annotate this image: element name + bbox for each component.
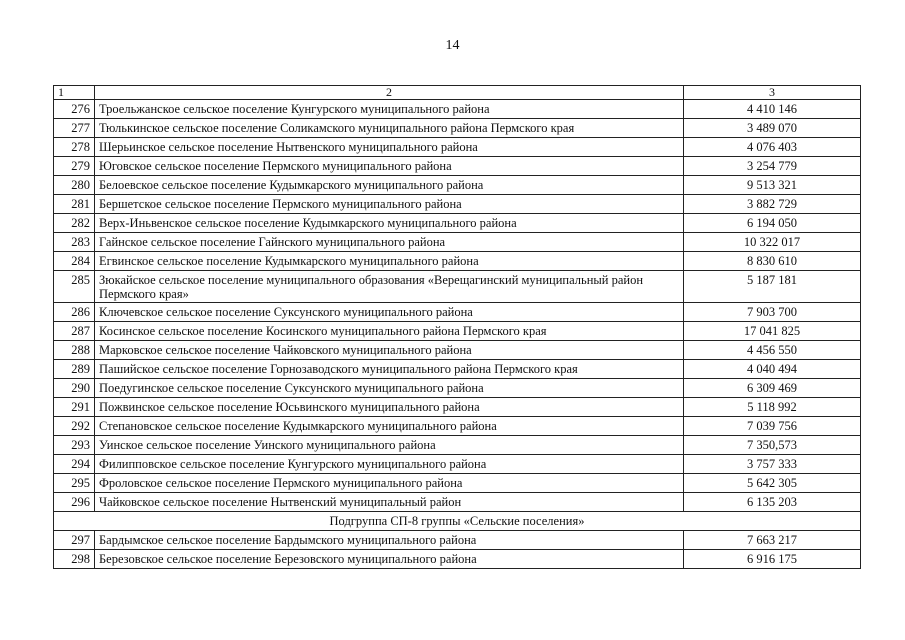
table-row <box>54 417 861 436</box>
row-amount: 3 489 070 <box>684 119 861 138</box>
table-row <box>54 176 861 195</box>
row-name: Бершетское сельское поселение Пермского муниципального района <box>95 195 684 214</box>
row-number: 294 <box>54 455 95 474</box>
row-amount: 6 309 469 <box>684 379 861 398</box>
row-number: 277 <box>54 119 95 138</box>
row-name: Верх-Иньвенское сельское поселение Кудымкарского муниципального района <box>95 214 684 233</box>
row-name: Гайнское сельское поселение Гайнского муниципального района <box>95 233 684 252</box>
table-row <box>54 119 861 138</box>
table-row <box>54 360 861 379</box>
row-amount: 9 513 321 <box>684 176 861 195</box>
row-number: 279 <box>54 157 95 176</box>
row-amount: 4 456 550 <box>684 341 861 360</box>
header-row <box>54 86 861 100</box>
row-name: Шерьинское сельское поселение Нытвенского муниципального района <box>95 138 684 157</box>
row-number: 290 <box>54 379 95 398</box>
row-amount: 3 757 333 <box>684 455 861 474</box>
row-number: 292 <box>54 417 95 436</box>
row-number: 287 <box>54 322 95 341</box>
row-number: 296 <box>54 493 95 512</box>
row-number: 285 <box>54 271 95 303</box>
row-number: 281 <box>54 195 95 214</box>
row-number: 284 <box>54 252 95 271</box>
row-name: Зюкайское сельское поселение муниципального образования «Верещагинский муниципальный район Пермского края» <box>95 271 684 303</box>
row-name: Поедугинское сельское поселение Суксунского муниципального района <box>95 379 684 398</box>
row-name: Троельжанское сельское поселение Кунгурского муниципального района <box>95 100 684 119</box>
row-amount: 7 039 756 <box>684 417 861 436</box>
row-amount: 4 076 403 <box>684 138 861 157</box>
row-name: Фроловское сельское поселение Пермского муниципального района <box>95 474 684 493</box>
row-name: Березовское сельское поселение Березовского муниципального района <box>95 550 684 569</box>
page-number: 14 <box>445 38 460 53</box>
row-amount: 6 135 203 <box>684 493 861 512</box>
table-row <box>54 214 861 233</box>
row-number: 283 <box>54 233 95 252</box>
row-number: 295 <box>54 474 95 493</box>
row-name: Юговское сельское поселение Пермского муниципального района <box>95 157 684 176</box>
row-number: 282 <box>54 214 95 233</box>
row-number: 276 <box>54 100 95 119</box>
row-name: Бардымское сельское поселение Бардымского муниципального района <box>95 531 684 550</box>
table-row <box>54 436 861 455</box>
row-amount: 10 322 017 <box>684 233 861 252</box>
row-number: 289 <box>54 360 95 379</box>
row-amount: 6 916 175 <box>684 550 861 569</box>
row-name: Ключевское сельское поселение Суксунского муниципального района <box>95 303 684 322</box>
table-row <box>54 322 861 341</box>
row-number: 286 <box>54 303 95 322</box>
subgroup-title: Подгруппа СП-8 группы «Сельские поселения» <box>54 512 861 531</box>
row-number: 288 <box>54 341 95 360</box>
row-name: Степановское сельское поселение Кудымкарского муниципального района <box>95 417 684 436</box>
row-number: 293 <box>54 436 95 455</box>
row-amount: 7 903 700 <box>684 303 861 322</box>
row-amount: 7 350,573 <box>684 436 861 455</box>
table-row <box>54 138 861 157</box>
row-amount: 17 041 825 <box>684 322 861 341</box>
row-number: 278 <box>54 138 95 157</box>
subgroup-row <box>54 512 861 531</box>
table-row <box>54 100 861 119</box>
table-body <box>54 86 861 569</box>
row-amount: 8 830 610 <box>684 252 861 271</box>
row-name: Филипповское сельское поселение Кунгурского муниципального района <box>95 455 684 474</box>
row-number: 291 <box>54 398 95 417</box>
row-amount: 6 194 050 <box>684 214 861 233</box>
table-row <box>54 493 861 512</box>
table-row <box>54 379 861 398</box>
table-row <box>54 195 861 214</box>
row-amount: 4 040 494 <box>684 360 861 379</box>
row-amount: 3 882 729 <box>684 195 861 214</box>
table-row <box>54 233 861 252</box>
row-name: Егвинское сельское поселение Кудымкарского муниципального района <box>95 252 684 271</box>
row-name: Пожвинское сельское поселение Юсьвинского муниципального района <box>95 398 684 417</box>
table-row <box>54 271 861 303</box>
header-col-3: 3 <box>684 86 861 100</box>
row-name: Чайковское сельское поселение Нытвенский муниципальный район <box>95 493 684 512</box>
row-amount: 4 410 146 <box>684 100 861 119</box>
row-amount: 5 187 181 <box>684 271 861 303</box>
row-number: 297 <box>54 531 95 550</box>
row-name: Тюлькинское сельское поселение Соликамского муниципального района Пермского края <box>95 119 684 138</box>
row-number: 280 <box>54 176 95 195</box>
table-row <box>54 157 861 176</box>
row-name: Белоевское сельское поселение Кудымкарского муниципального района <box>95 176 684 195</box>
row-amount: 5 118 992 <box>684 398 861 417</box>
table-row <box>54 550 861 569</box>
row-name: Марковское сельское поселение Чайковского муниципального района <box>95 341 684 360</box>
header-col-1: 1 <box>54 86 95 100</box>
row-amount: 3 254 779 <box>684 157 861 176</box>
table-row <box>54 341 861 360</box>
table-row <box>54 474 861 493</box>
table-row <box>54 303 861 322</box>
row-number: 298 <box>54 550 95 569</box>
table-row <box>54 531 861 550</box>
row-name: Уинское сельское поселение Уинского муниципального района <box>95 436 684 455</box>
table-row <box>54 398 861 417</box>
data-table <box>53 85 861 569</box>
header-col-2: 2 <box>95 86 684 100</box>
row-name: Пашийское сельское поселение Горнозаводского муниципального района Пермского края <box>95 360 684 379</box>
row-name: Косинское сельское поселение Косинского муниципального района Пермского края <box>95 322 684 341</box>
row-amount: 7 663 217 <box>684 531 861 550</box>
table-row <box>54 455 861 474</box>
row-amount: 5 642 305 <box>684 474 861 493</box>
table-row <box>54 252 861 271</box>
